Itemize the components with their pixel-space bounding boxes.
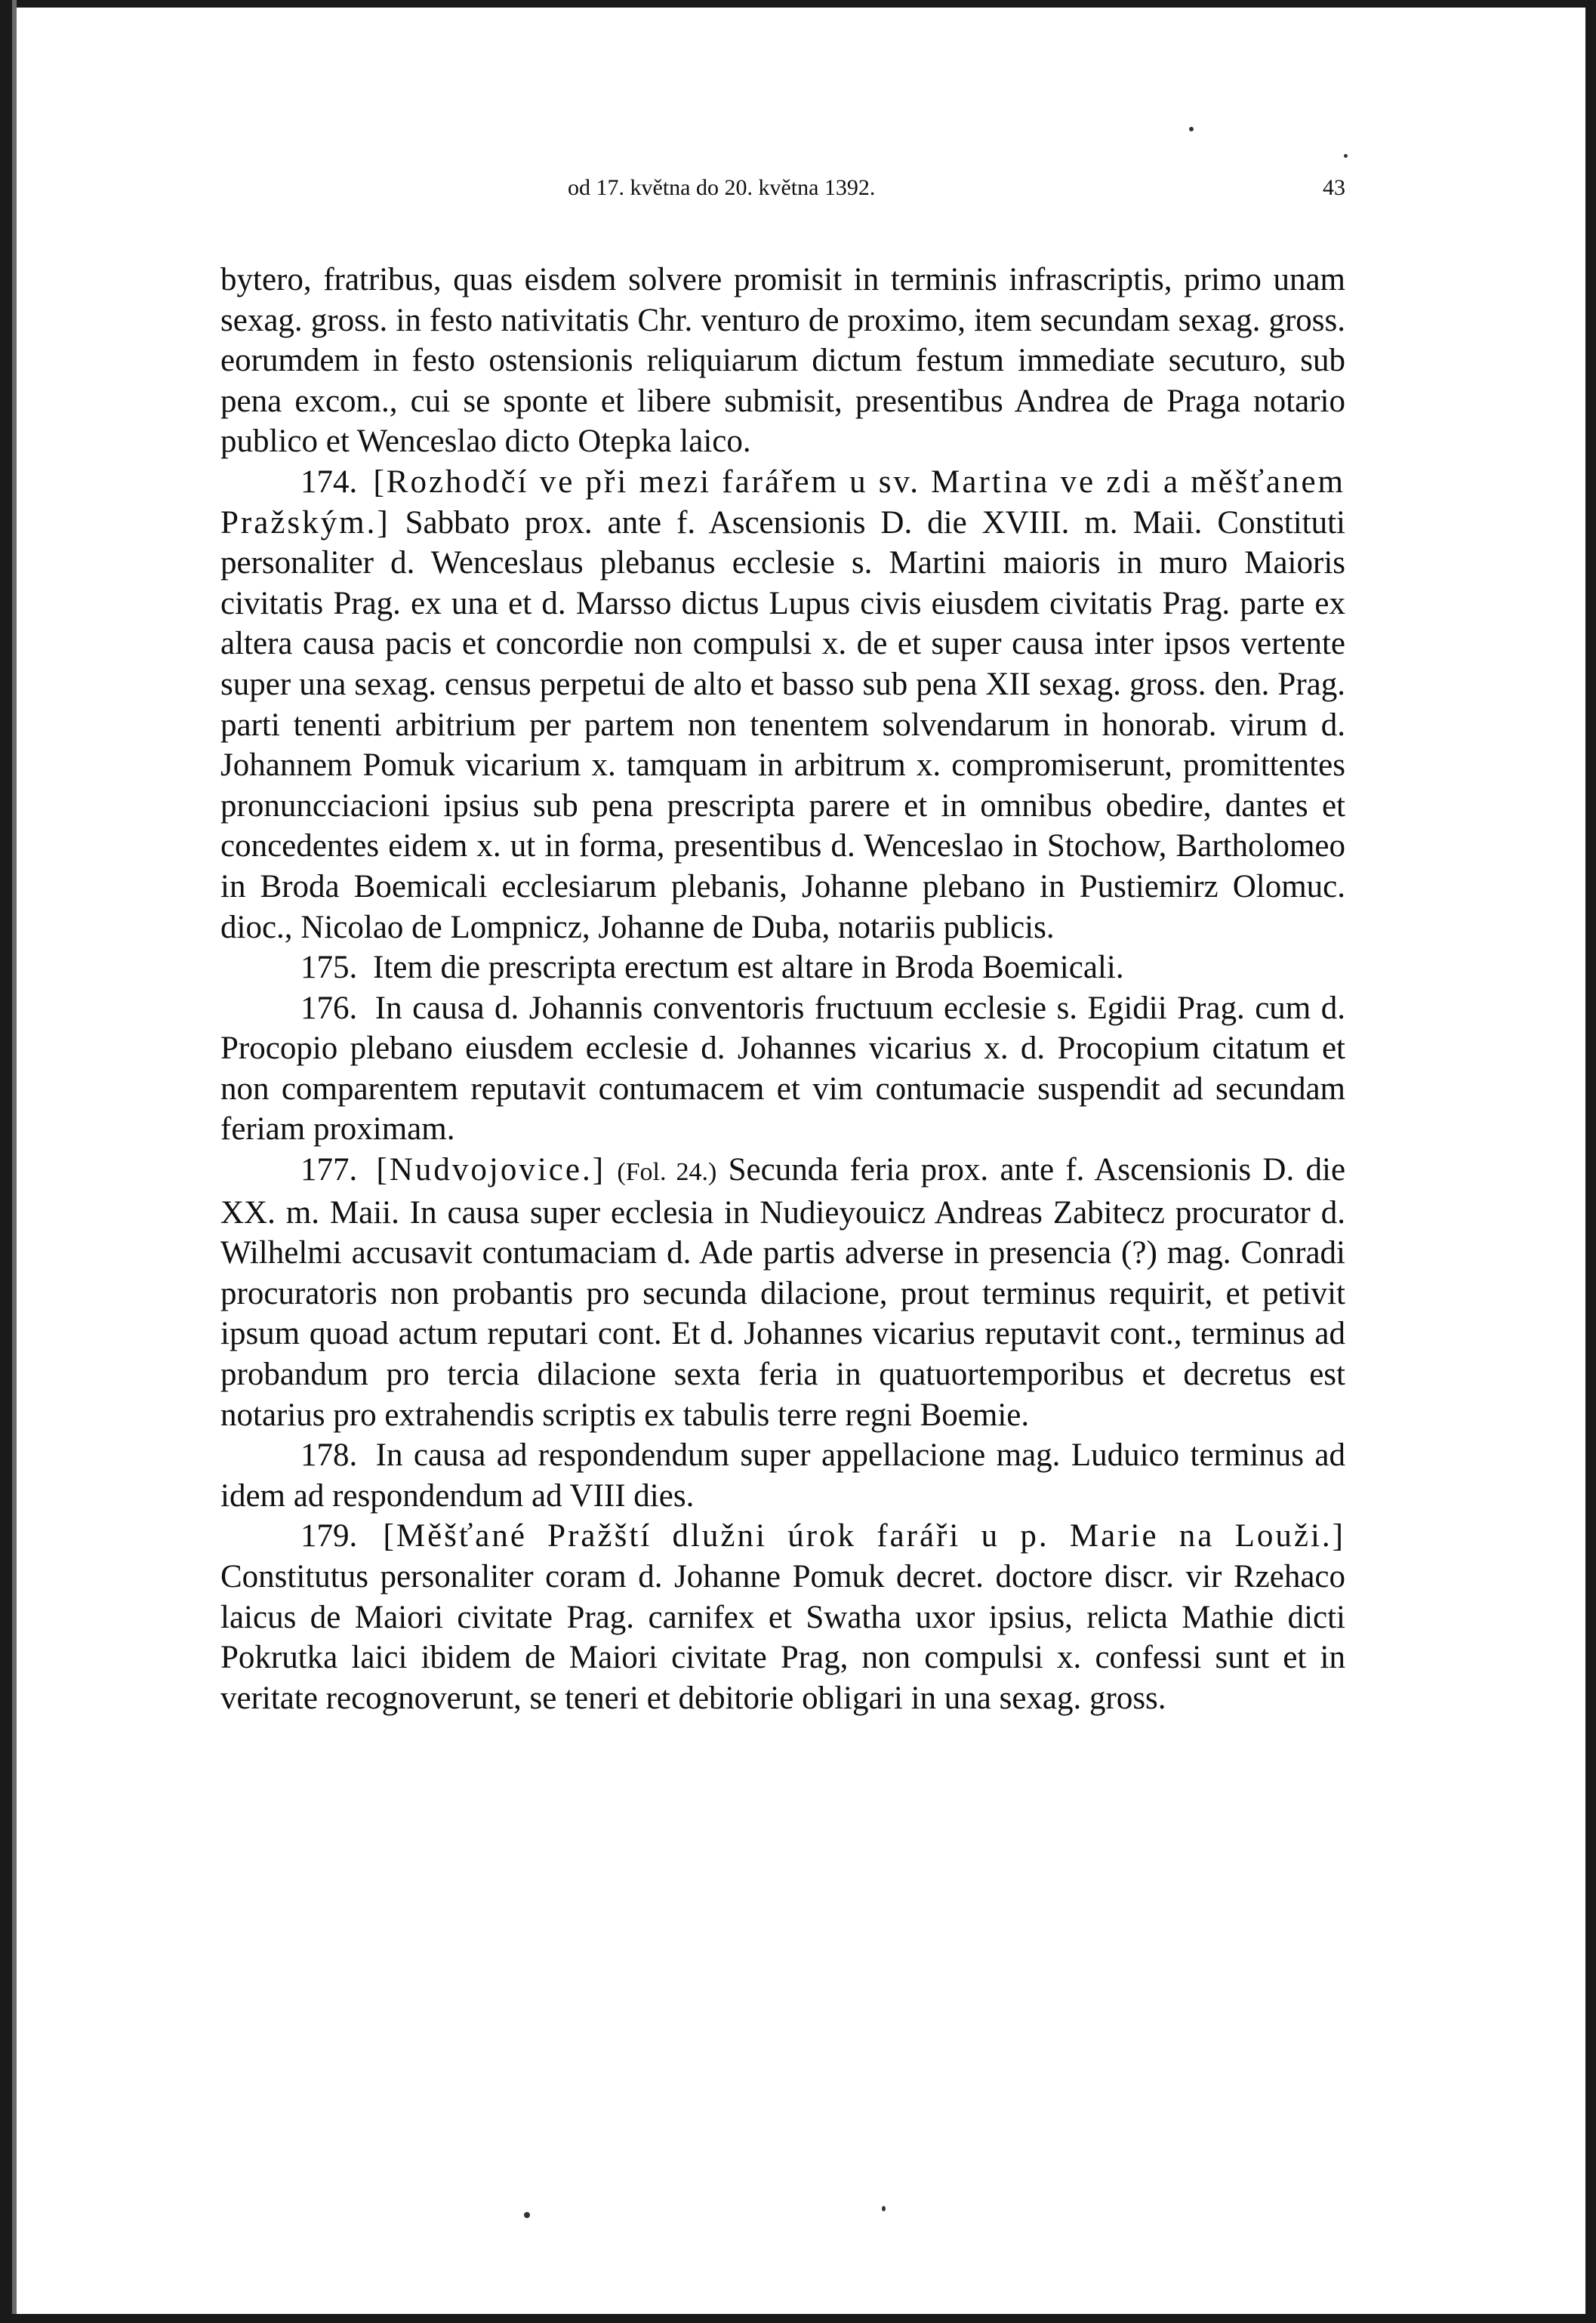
entry-number: 179. (300, 1518, 358, 1554)
scan-edge-top (0, 0, 1596, 8)
running-head (220, 175, 1345, 205)
entry-number: 177. (300, 1152, 358, 1188)
scan-speck (882, 2206, 886, 2211)
scan-speck (1344, 154, 1348, 158)
entry-number: 176. (300, 990, 358, 1026)
entry-number: 174. (300, 464, 358, 500)
page-number: 43 (1323, 175, 1345, 200)
entry-text: Constitutus personaliter coram d. Johanne Pomuk decret. doctore discr. vir Rzehaco laicus de Maiori civitate Prag. carnifex et Swatha uxor ipsius, relicta Mathie dicti Pokrutka laici ibidem de Maiori civitate Prag, non compulsi x. confessi sunt et in veritate recognoverunt, se teneri et debitorie obligari in una sexag. gross. (220, 1559, 1345, 1716)
scan-speck (524, 2212, 530, 2218)
scan-edge-left-shadow (12, 0, 17, 2323)
entry-text: In causa d. Johannis conventoris fructuum ecclesie s. Egidii Prag. cum d. Procopio plebano eiusdem ecclesie d. Johannes vicarius x. d. Procopium citatum et non comparentem reputavit contumacem et vim contumacie suspendit ad secundam feriam proximam. (220, 990, 1345, 1148)
entry-text: Sabbato prox. ante f. Ascensionis D. die XVIII. m. Maii. Constituti personaliter d. Wenceslaus plebanus ecclesie s. Martini maioris in muro Maioris civitatis Prag. ex una et d. Marsso dictus Lupus civis eiusdem civitatis Prag. parte ex altera causa pacis et concordie non compulsi x. de et super causa inter ipsos vertente super una sexag. census perpetui de alto et basso sub pena XII sexag. gross. den. Prag. parti tenenti arbitrium per partem non tenentem solvendarum in honorab. virum d. Johannem Pomuk vicarium x. tamquam in arbitrum x. compromiserunt, promittentes pronuncciacioni ipsius sub pena prescripta parere et in omnibus obedire, dantes et concedentes eidem x. ut in forma, presentibus d. Wenceslao in Stochow, Bartholomeo in Broda Boemicali ecclesiarum plebanis, Johanne plebano in Pustiemirz Olomuc. dioc., Nicolao de Lompnicz, Johanne de Duba, notariis publicis. (220, 504, 1345, 945)
entry-heading: [Nudvojovice.] (376, 1152, 606, 1188)
paragraph-text: bytero, fratribus, quas eisdem solvere promisit in terminis infrascriptis, primo unam sexag. gross. in festo nativitatis Chr. venturo de proximo, item secundam sexag. gross. eorumdem in festo ostensionis reliquiarum dictum festum immediate secuturo, sub pena excom., cui se sponte et libere submisit, presentibus Andrea de Praga notario publico et Wenceslao dicto Otepka laico. (220, 262, 1345, 460)
scan-edge-right (1585, 0, 1596, 2323)
entry-heading: [Rozhodčí ve při mezi farářem u sv. Martina ve zdi a měšťanem Pražským.] (220, 464, 1346, 541)
entry-178 (220, 1435, 1345, 1516)
scan-edge-bottom (0, 2314, 1596, 2323)
running-title: od 17. května do 20. května 1392. (568, 175, 876, 200)
entry-text: Secunda feria prox. ante f. Ascensionis D. die XX. m. Maii. In causa super ecclesia in Nudieyouicz Andreas Zabitecz procurator d. Wilhelmi accusavit contumaciam d. Ade partis adverse in presencia (?) mag. Conradi procuratoris non probantis pro secunda dilacione, prout terminus requirit, et petivit ipsum quoad actum reputari cont. Et d. Johannes vicarius reputavit cont., terminus ad probandum pro tercia dilacione sexta feria in quatuortemporibus et decretus est notarius pro extrahendis scriptis ex tabulis terre regni Boemie. (220, 1152, 1346, 1433)
entry-text: In causa ad respondendum super appellacione mag. Luduico terminus ad idem ad respondendum ad VIII dies. (220, 1437, 1346, 1514)
folio-reference: (Fol. 24.) (617, 1158, 717, 1187)
entry-number: 175. (300, 950, 358, 986)
scan-edge-left (0, 0, 12, 2323)
entry-heading: [Měšťané Pražští dlužni úrok faráři u p. Marie na Louži.] (383, 1518, 1346, 1554)
paragraph-continuation (220, 260, 1345, 462)
entry-number: 178. (300, 1437, 358, 1474)
entry-179 (220, 1516, 1345, 1718)
entry-174 (220, 462, 1345, 947)
entry-176 (220, 988, 1345, 1150)
scan-speck (1189, 127, 1194, 131)
entry-text: Item die prescripta erectum est altare in Broda Boemicali. (373, 950, 1124, 986)
body-text (220, 260, 1345, 1718)
entry-177 (220, 1150, 1345, 1435)
entry-175 (220, 947, 1345, 988)
